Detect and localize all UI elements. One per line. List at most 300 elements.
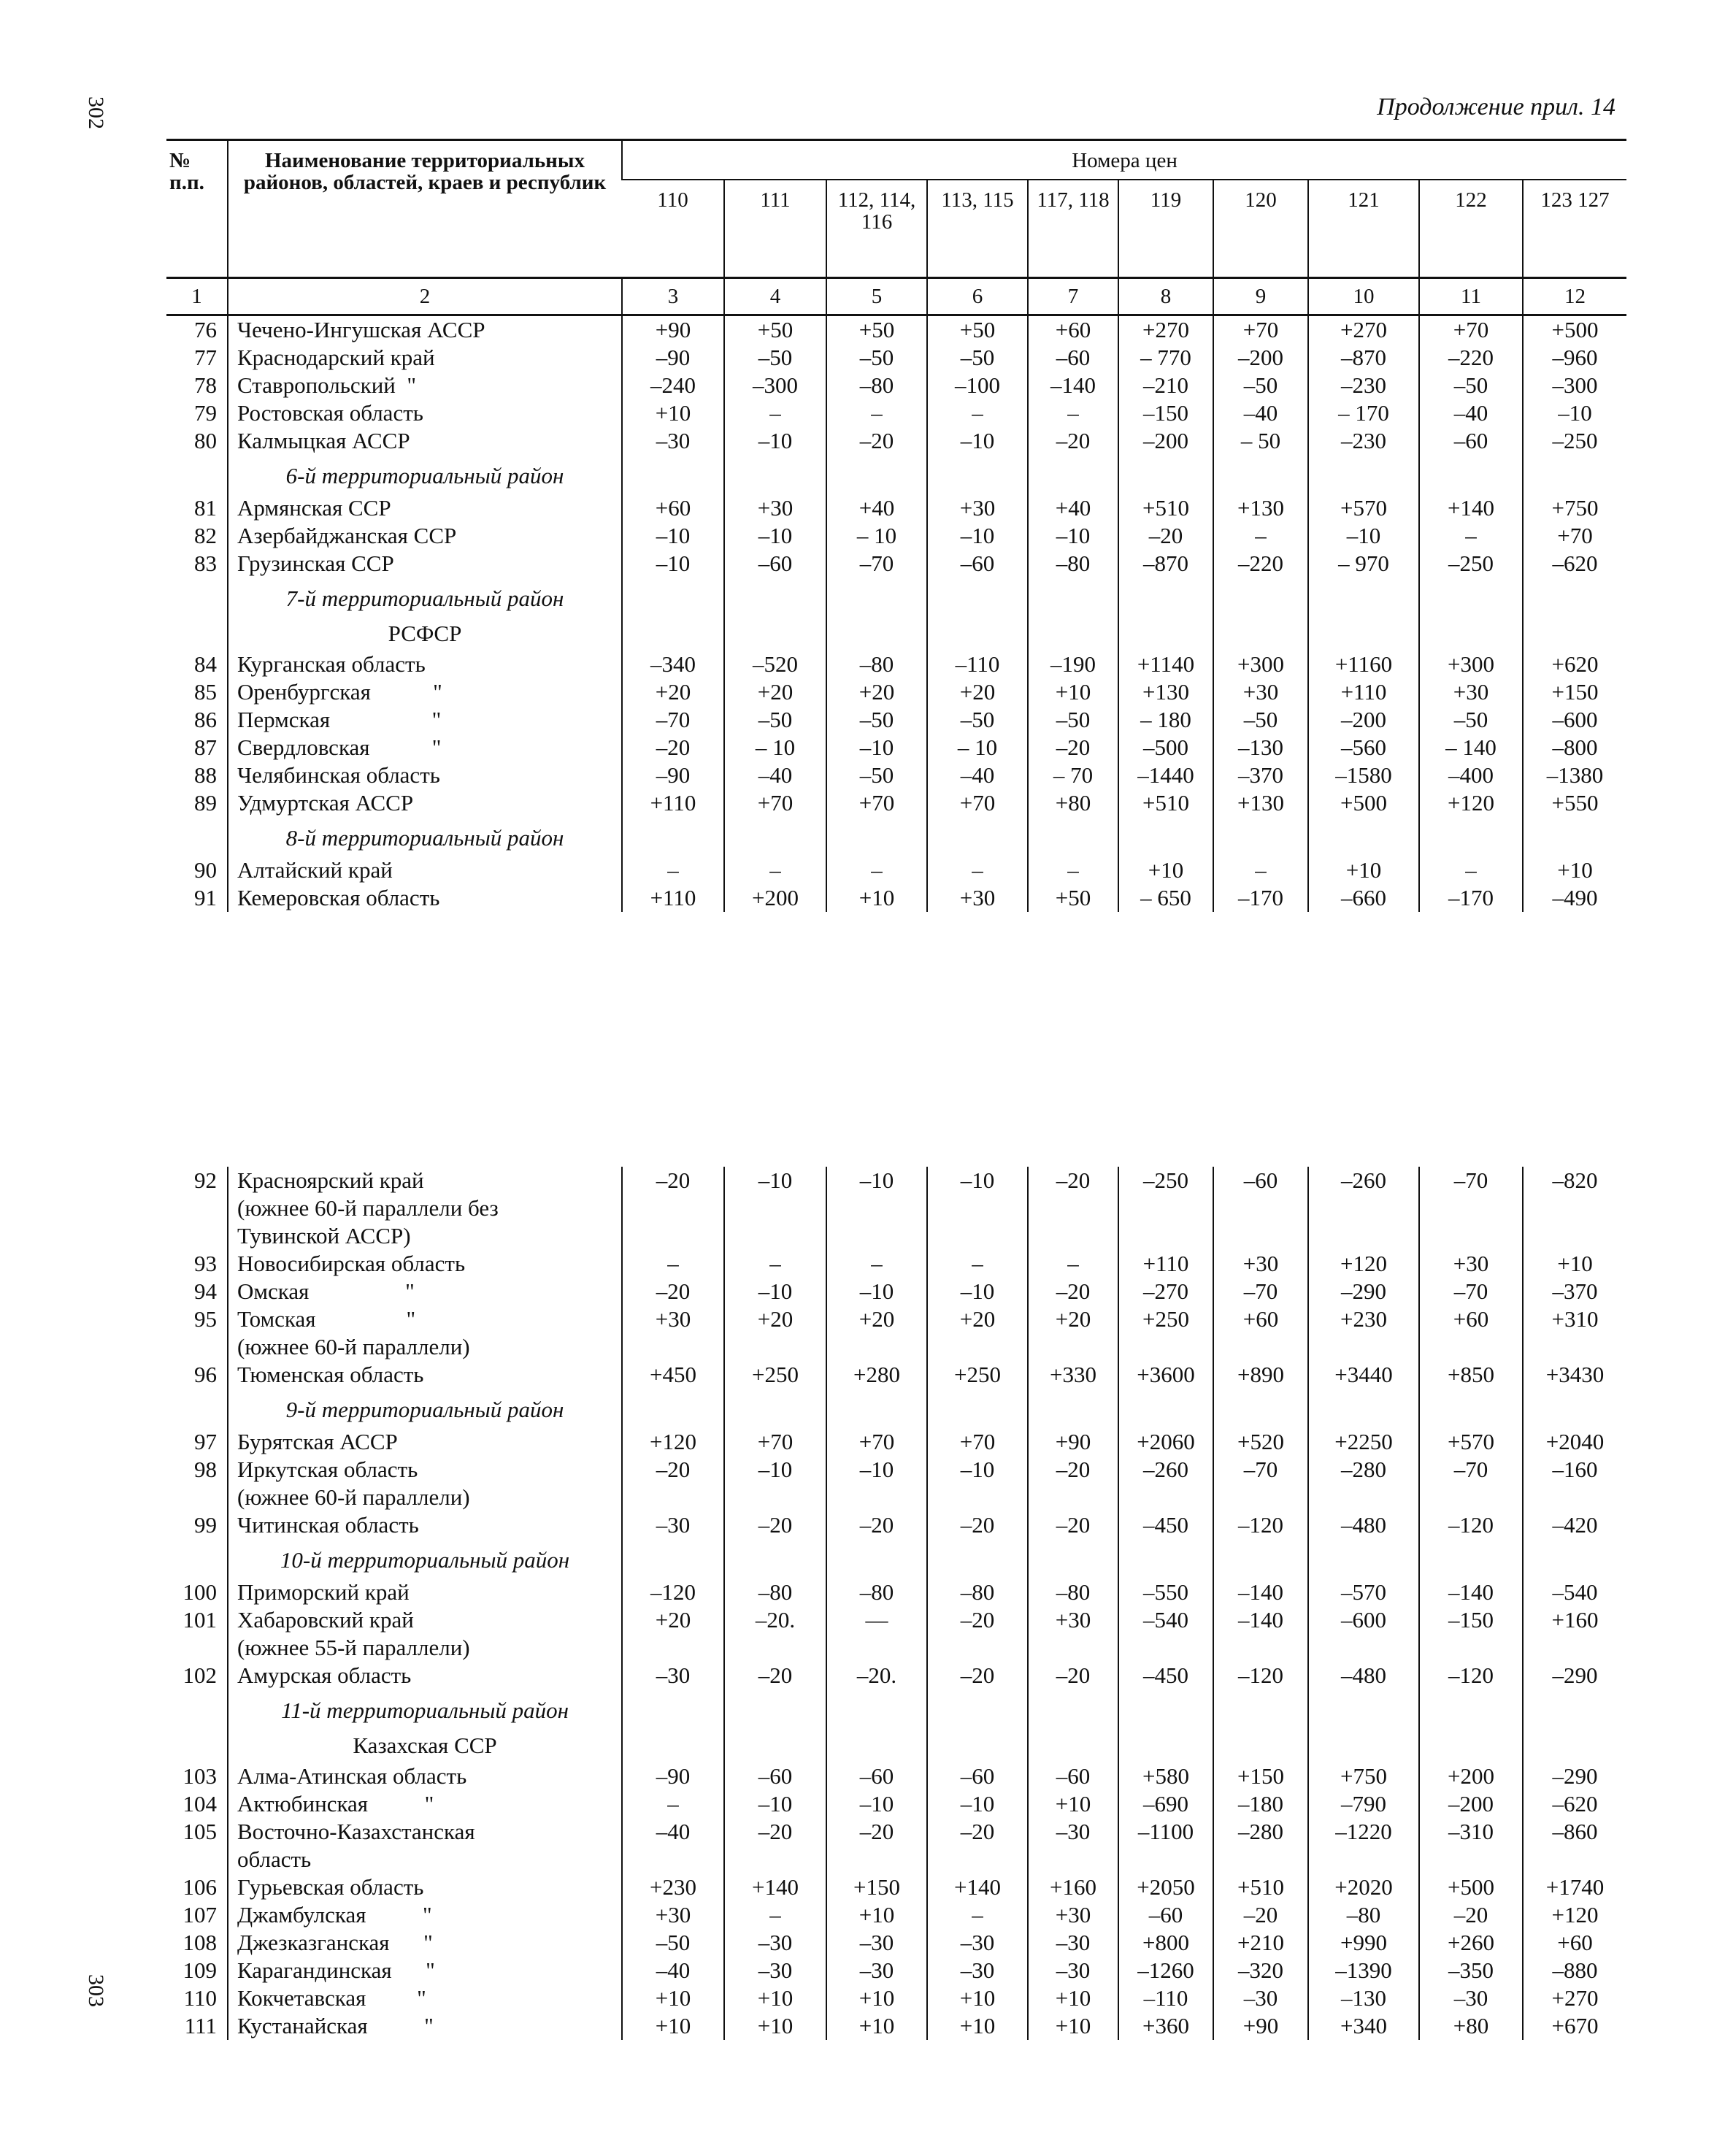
cell-price-1: +230	[622, 1873, 724, 1901]
row-name: Челябинская область	[228, 761, 622, 789]
cell-price-3: +280	[826, 1361, 927, 1389]
cell-empty	[927, 578, 1028, 617]
cell-price-9	[1419, 1484, 1523, 1511]
cell-price-6	[1118, 1333, 1213, 1361]
cell-price-9: –20	[1419, 1901, 1523, 1929]
row-name: Восточно-Казахстанская	[228, 1818, 622, 1846]
cell-price-1: +20	[622, 678, 724, 706]
cell-price-9	[1419, 1634, 1523, 1662]
table-row-continuation	[166, 1634, 1626, 1662]
cell-price-7	[1213, 1634, 1308, 1662]
cell-price-3	[826, 1194, 927, 1222]
table-row	[166, 1984, 1626, 2012]
cell-empty	[724, 1689, 826, 1729]
cell-empty	[724, 578, 826, 617]
cell-price-4	[927, 1222, 1028, 1250]
cell-price-6: +360	[1118, 2012, 1213, 2040]
cell-price-2	[724, 1634, 826, 1662]
row-number: 101	[183, 1607, 217, 1633]
cell-price-5: –	[1028, 856, 1118, 884]
cell-price-2: –10	[724, 522, 826, 550]
cell-price-10: –860	[1523, 1818, 1626, 1846]
column-number-10: 10	[1308, 278, 1419, 315]
cell-price-7: –120	[1213, 1511, 1308, 1539]
cell-price-5: –80	[1028, 550, 1118, 578]
row-number-empty	[166, 1389, 228, 1428]
cell-price-10	[1523, 1194, 1626, 1222]
cell-price-10: –160	[1523, 1456, 1626, 1484]
cell-price-9: –150	[1419, 1606, 1523, 1634]
cell-price-5	[1028, 1634, 1118, 1662]
cell-price-2: +140	[724, 1873, 826, 1901]
cell-price-8: –260	[1308, 1167, 1419, 1194]
cell-price-3: –20	[826, 1511, 927, 1539]
cell-price-10: –540	[1523, 1578, 1626, 1606]
cell-price-9: –140	[1419, 1578, 1523, 1606]
cell-price-5: –20	[1028, 1278, 1118, 1305]
cell-price-7	[1213, 1222, 1308, 1250]
cell-price-4: –10	[927, 1456, 1028, 1484]
cell-price-9	[1419, 1222, 1523, 1250]
table-row	[166, 1456, 1626, 1484]
cell-price-6: – 650	[1118, 884, 1213, 912]
cell-price-2: –30	[724, 1929, 826, 1957]
row-name: (южнее 60-й параллели)	[228, 1484, 622, 1511]
cell-price-5: +20	[1028, 1305, 1118, 1333]
cell-price-4: –10	[927, 427, 1028, 455]
header-price-col-1: 110	[622, 180, 724, 278]
cell-price-9: –30	[1419, 1984, 1523, 2012]
cell-empty	[1028, 578, 1118, 617]
table-row-continuation	[166, 1846, 1626, 1873]
cell-price-9: –	[1419, 856, 1523, 884]
cell-price-4: +10	[927, 1984, 1028, 2012]
cell-price-8: –790	[1308, 1790, 1419, 1818]
cell-price-6: +510	[1118, 494, 1213, 522]
row-name: Чечено-Ингушская АССР	[228, 315, 622, 345]
cell-price-4: –20	[927, 1662, 1028, 1689]
cell-empty	[1118, 1539, 1213, 1578]
cell-price-5	[1028, 1846, 1118, 1873]
cell-empty	[1419, 1389, 1523, 1428]
cell-price-7: +300	[1213, 651, 1308, 678]
cell-price-1: +90	[622, 315, 724, 345]
cell-price-3: +10	[826, 1984, 927, 2012]
row-name: Удмуртская АССР	[228, 789, 622, 817]
cell-price-5	[1028, 1484, 1118, 1511]
cell-price-10: +2040	[1523, 1428, 1626, 1456]
header-price-col-7: 120	[1213, 180, 1308, 278]
region-heading: 11-й территориальный район	[228, 1689, 622, 1729]
cell-empty	[622, 1539, 724, 1578]
cell-price-1: +120	[622, 1428, 724, 1456]
cell-empty	[927, 1389, 1028, 1428]
cell-price-2	[724, 1484, 826, 1511]
cell-price-10: –300	[1523, 372, 1626, 399]
column-number-12: 12	[1523, 278, 1626, 315]
cell-empty	[826, 455, 927, 494]
row-name: Алтайский край	[228, 856, 622, 884]
cell-price-10: –490	[1523, 884, 1626, 912]
cell-price-2: –10	[724, 427, 826, 455]
cell-price-2: –10	[724, 1167, 826, 1194]
row-name: Читинская область	[228, 1511, 622, 1539]
cell-price-3: +10	[826, 1901, 927, 1929]
cell-empty	[1308, 1729, 1419, 1762]
cell-price-6: –1100	[1118, 1818, 1213, 1846]
table-row	[166, 522, 1626, 550]
cell-price-1: +110	[622, 789, 724, 817]
cell-price-9: +30	[1419, 678, 1523, 706]
header-prices: Номера цен	[622, 140, 1626, 180]
column-number-1: 1	[166, 278, 228, 315]
cell-empty	[1523, 1389, 1626, 1428]
cell-empty	[724, 817, 826, 856]
cell-price-2	[724, 1846, 826, 1873]
cell-price-10	[1523, 1846, 1626, 1873]
cell-price-6: +250	[1118, 1305, 1213, 1333]
table-row	[166, 1929, 1626, 1957]
region-heading-row	[166, 1689, 1626, 1729]
row-name: Армянская ССР	[228, 494, 622, 522]
cell-price-10: +550	[1523, 789, 1626, 817]
cell-empty	[1028, 1539, 1118, 1578]
cell-price-9: +30	[1419, 1250, 1523, 1278]
cell-price-1: +450	[622, 1361, 724, 1389]
cell-empty	[622, 1689, 724, 1729]
cell-price-3: –30	[826, 1957, 927, 1984]
cell-price-4: – 10	[927, 734, 1028, 761]
row-number: 95	[194, 1306, 217, 1332]
region-heading-row	[166, 578, 1626, 617]
cell-price-8: –660	[1308, 884, 1419, 912]
table-row	[166, 1278, 1626, 1305]
cell-price-7: –140	[1213, 1578, 1308, 1606]
cell-price-4	[927, 1194, 1028, 1222]
table-row	[166, 884, 1626, 912]
cell-price-1: +10	[622, 1984, 724, 2012]
cell-price-9: –70	[1419, 1167, 1523, 1194]
cell-empty	[927, 1689, 1028, 1729]
row-number: 83	[194, 550, 217, 576]
row-number: 86	[194, 707, 217, 732]
cell-price-1: –20	[622, 734, 724, 761]
row-number: 80	[194, 428, 217, 453]
cell-price-10: +120	[1523, 1901, 1626, 1929]
cell-price-10: +310	[1523, 1305, 1626, 1333]
cell-empty	[1308, 578, 1419, 617]
table-row	[166, 1167, 1626, 1194]
cell-price-4: +250	[927, 1361, 1028, 1389]
cell-price-5: +30	[1028, 1901, 1118, 1929]
cell-price-7: +150	[1213, 1762, 1308, 1790]
row-name: Калмыцкая АССР	[228, 427, 622, 455]
cell-price-10: –600	[1523, 706, 1626, 734]
cell-price-10: +160	[1523, 1606, 1626, 1634]
cell-price-8	[1308, 1222, 1419, 1250]
cell-empty	[1419, 1689, 1523, 1729]
table-row	[166, 372, 1626, 399]
cell-price-3	[826, 1333, 927, 1361]
cell-price-3: –70	[826, 550, 927, 578]
cell-price-4: +50	[927, 315, 1028, 345]
cell-empty	[1419, 578, 1523, 617]
cell-price-4	[927, 1333, 1028, 1361]
row-number: 99	[194, 1512, 217, 1538]
column-number-4: 4	[724, 278, 826, 315]
cell-price-9: +500	[1419, 1873, 1523, 1901]
region-heading: 8-й территориальный район	[228, 817, 622, 856]
table-row	[166, 1873, 1626, 1901]
row-name: Томская "	[228, 1305, 622, 1333]
cell-price-6: –110	[1118, 1984, 1213, 2012]
row-name: Ставропольский "	[228, 372, 622, 399]
cell-price-4: –20	[927, 1606, 1028, 1634]
cell-price-1: +30	[622, 1901, 724, 1929]
cell-price-8	[1308, 1846, 1419, 1873]
cell-price-7: –60	[1213, 1167, 1308, 1194]
cell-price-8: –870	[1308, 344, 1419, 372]
cell-price-2: –50	[724, 706, 826, 734]
cell-price-5: +50	[1028, 884, 1118, 912]
row-number-empty	[166, 617, 228, 651]
table-row	[166, 1361, 1626, 1389]
cell-price-4: –10	[927, 1167, 1028, 1194]
cell-price-10: +620	[1523, 651, 1626, 678]
cell-price-6: –20	[1118, 522, 1213, 550]
cell-price-9: –60	[1419, 427, 1523, 455]
cell-price-3: +20	[826, 1305, 927, 1333]
cell-price-2: –	[724, 399, 826, 427]
republic-heading-row	[166, 617, 1626, 651]
cell-empty	[1028, 617, 1118, 651]
cell-price-8	[1308, 1484, 1419, 1511]
cell-price-5: –30	[1028, 1957, 1118, 1984]
cell-price-2: –60	[724, 1762, 826, 1790]
header-price-col-6: 119	[1118, 180, 1213, 278]
cell-empty	[927, 617, 1028, 651]
cell-price-3: –80	[826, 1578, 927, 1606]
table-row	[166, 1762, 1626, 1790]
row-number-empty	[166, 817, 228, 856]
continuation-caption: Продолжение прил. 14	[1377, 93, 1615, 120]
row-number: 105	[183, 1819, 217, 1844]
cell-price-7: –30	[1213, 1984, 1308, 2012]
cell-price-4: –10	[927, 1790, 1028, 1818]
cell-empty	[927, 455, 1028, 494]
cell-price-4: –80	[927, 1578, 1028, 1606]
cell-price-9: +140	[1419, 494, 1523, 522]
cell-price-9	[1419, 1333, 1523, 1361]
table-row	[166, 399, 1626, 427]
cell-price-1: –30	[622, 1662, 724, 1689]
cell-price-1: –40	[622, 1818, 724, 1846]
row-number: 102	[183, 1662, 217, 1688]
cell-price-8: –280	[1308, 1456, 1419, 1484]
row-name: Ростовская область	[228, 399, 622, 427]
table-row	[166, 2012, 1626, 2040]
table-row	[166, 1901, 1626, 1929]
cell-price-6: – 770	[1118, 344, 1213, 372]
cell-price-6: +130	[1118, 678, 1213, 706]
cell-price-4: –40	[927, 761, 1028, 789]
region-heading: 9-й территориальный район	[228, 1389, 622, 1428]
header-price-col-3: 112, 114, 116	[826, 180, 927, 278]
cell-price-6: –200	[1118, 427, 1213, 455]
cell-price-1	[622, 1634, 724, 1662]
cell-price-4: –10	[927, 522, 1028, 550]
cell-empty	[1213, 1389, 1308, 1428]
cell-price-1: –90	[622, 1762, 724, 1790]
row-number: 89	[194, 790, 217, 816]
cell-empty	[826, 578, 927, 617]
cell-empty	[826, 817, 927, 856]
cell-empty	[622, 1729, 724, 1762]
cell-price-2: +10	[724, 1984, 826, 2012]
cell-price-10: –620	[1523, 1790, 1626, 1818]
cell-price-7: –50	[1213, 706, 1308, 734]
row-number: 98	[194, 1457, 217, 1482]
cell-empty	[1028, 1389, 1118, 1428]
table-row	[166, 494, 1626, 522]
column-number-5: 5	[826, 278, 927, 315]
cell-price-8	[1308, 1333, 1419, 1361]
row-number	[166, 1484, 228, 1511]
row-name: Грузинская ССР	[228, 550, 622, 578]
row-name: Кемеровская область	[228, 884, 622, 912]
region-heading: 7-й территориальный район	[228, 578, 622, 617]
row-name: Актюбинская "	[228, 1790, 622, 1818]
cell-price-10: +70	[1523, 522, 1626, 550]
table-row	[166, 761, 1626, 789]
cell-price-10	[1523, 1484, 1626, 1511]
table-row	[166, 678, 1626, 706]
table-row	[166, 706, 1626, 734]
cell-price-5: +60	[1028, 315, 1118, 345]
cell-price-9	[1419, 1194, 1523, 1222]
cell-empty	[724, 1729, 826, 1762]
row-name: (южнее 60-й параллели)	[228, 1333, 622, 1361]
cell-price-7: –	[1213, 856, 1308, 884]
row-number-empty	[166, 1729, 228, 1762]
cell-empty	[1308, 817, 1419, 856]
row-number: 87	[194, 734, 217, 760]
cell-price-1: –20	[622, 1167, 724, 1194]
cell-empty	[927, 1729, 1028, 1762]
cell-price-6: –150	[1118, 399, 1213, 427]
table-row-continuation	[166, 1222, 1626, 1250]
cell-empty	[1118, 578, 1213, 617]
cell-price-4: –20	[927, 1511, 1028, 1539]
row-number: 81	[194, 495, 217, 521]
cell-empty	[1213, 578, 1308, 617]
cell-price-3: +10	[826, 2012, 927, 2040]
cell-price-7	[1213, 1333, 1308, 1361]
cell-price-9: –310	[1419, 1818, 1523, 1846]
row-number-empty	[166, 455, 228, 494]
cell-price-3: +70	[826, 789, 927, 817]
cell-price-3	[826, 1634, 927, 1662]
cell-price-2: –300	[724, 372, 826, 399]
cell-price-2: – 10	[724, 734, 826, 761]
cell-price-10: –820	[1523, 1167, 1626, 1194]
cell-price-8: –200	[1308, 706, 1419, 734]
cell-price-2: –10	[724, 1456, 826, 1484]
cell-price-6: +800	[1118, 1929, 1213, 1957]
row-number: 93	[194, 1251, 217, 1276]
cell-price-6: +110	[1118, 1250, 1213, 1278]
cell-price-4: –	[927, 1250, 1028, 1278]
cell-price-7: +520	[1213, 1428, 1308, 1456]
cell-price-1	[622, 1846, 724, 1873]
cell-empty	[1213, 1729, 1308, 1762]
cell-price-4: +30	[927, 884, 1028, 912]
cell-price-6: –550	[1118, 1578, 1213, 1606]
row-number: 76	[194, 317, 217, 342]
column-number-2: 2	[228, 278, 622, 315]
region-heading-row	[166, 455, 1626, 494]
cell-price-6: –1440	[1118, 761, 1213, 789]
cell-price-10: –370	[1523, 1278, 1626, 1305]
cell-price-2: +70	[724, 1428, 826, 1456]
row-number: 90	[194, 857, 217, 883]
cell-price-2: +20	[724, 678, 826, 706]
cell-price-1: +110	[622, 884, 724, 912]
table-row-continuation	[166, 1194, 1626, 1222]
cell-price-10: +10	[1523, 1250, 1626, 1278]
table-row	[166, 789, 1626, 817]
row-number	[166, 1222, 228, 1250]
row-name: Тувинской АССР)	[228, 1222, 622, 1250]
header-price-col-10: 123 127	[1523, 180, 1626, 278]
row-number: 110	[183, 1985, 217, 2011]
row-number: 84	[194, 651, 217, 677]
cell-price-5: –20	[1028, 1167, 1118, 1194]
cell-empty	[1419, 817, 1523, 856]
cell-price-4: –10	[927, 1278, 1028, 1305]
cell-price-7	[1213, 1484, 1308, 1511]
cell-empty	[826, 617, 927, 651]
cell-price-7: – 50	[1213, 427, 1308, 455]
row-number	[166, 1634, 228, 1662]
cell-price-4: +70	[927, 1428, 1028, 1456]
cell-price-7: –20	[1213, 1901, 1308, 1929]
cell-price-10: +1740	[1523, 1873, 1626, 1901]
cell-price-8: –570	[1308, 1578, 1419, 1606]
cell-price-5: +10	[1028, 678, 1118, 706]
cell-empty	[1028, 1689, 1118, 1729]
row-number: 109	[183, 1957, 217, 1983]
cell-price-4: –60	[927, 1762, 1028, 1790]
cell-price-4	[927, 1484, 1028, 1511]
cell-price-8: –290	[1308, 1278, 1419, 1305]
cell-price-1	[622, 1484, 724, 1511]
cell-price-9: –40	[1419, 399, 1523, 427]
row-name: Гурьевская область	[228, 1873, 622, 1901]
cell-price-7: –370	[1213, 761, 1308, 789]
cell-price-7: +30	[1213, 678, 1308, 706]
cell-empty	[622, 617, 724, 651]
cell-price-9: –400	[1419, 761, 1523, 789]
table-row	[166, 1662, 1626, 1689]
row-name: Тюменская область	[228, 1361, 622, 1389]
cell-price-8: +1160	[1308, 651, 1419, 678]
cell-price-10: –620	[1523, 550, 1626, 578]
cell-empty	[1419, 617, 1523, 651]
cell-price-4	[927, 1634, 1028, 1662]
cell-price-10: +500	[1523, 315, 1626, 345]
cell-price-5	[1028, 1222, 1118, 1250]
